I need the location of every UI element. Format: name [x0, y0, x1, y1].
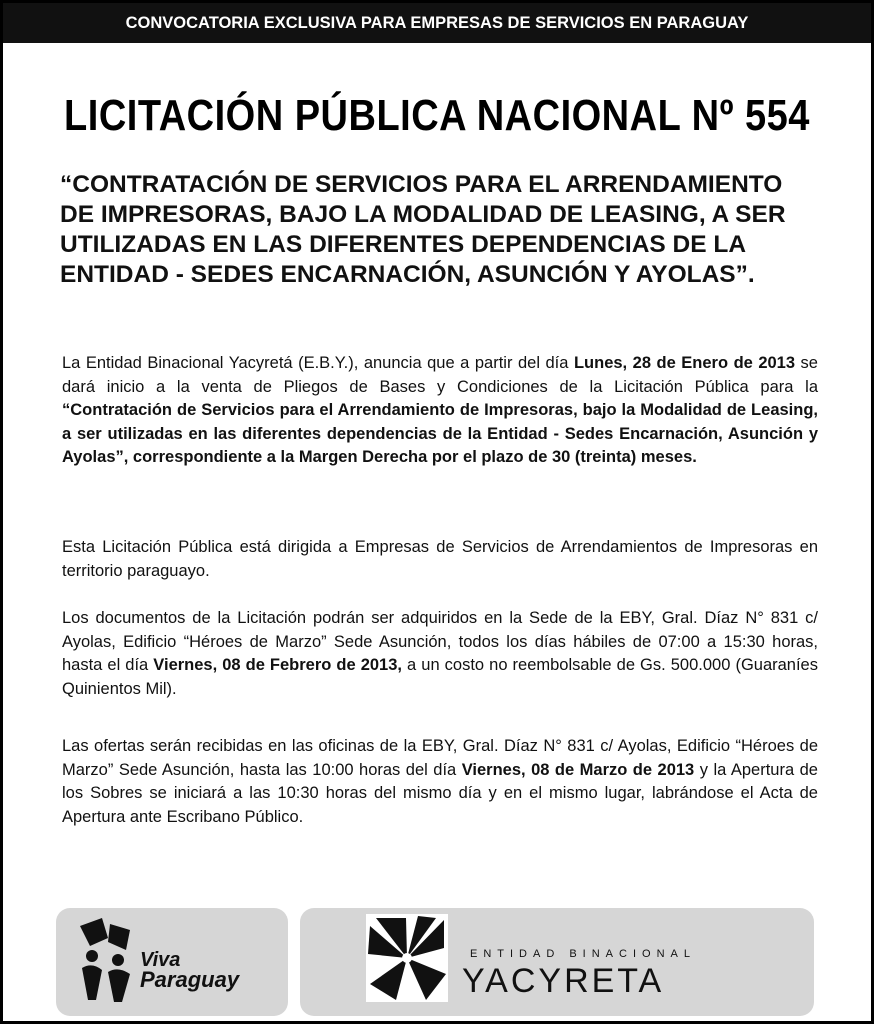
paragraph-documents	[62, 607, 818, 701]
paragraph-bold-date: Viernes, 08 de Marzo de 2013	[461, 760, 695, 779]
paragraph-text: Los documentos de la Licitación podrán ser adquiridos en la Sede de la EBY, Gral. Díaz N° 831 c/ Ayolas, Edificio “Héroes de Marzo” Sede Asunción, todos los días hábiles de 07:00 a 15:30 horas, hasta el día	[62, 609, 818, 674]
viva-paraguay-logo-icon	[72, 916, 142, 1006]
paragraph-bold-date: Lunes, 28 de Enero de 2013	[573, 354, 796, 372]
viva-paraguay-logo	[140, 950, 239, 990]
paragraph-target: Esta Licitación Pública está dirigida a Empresas de Servicios de Arrendamientos de Impresoras en territorio paraguayo.	[62, 538, 818, 580]
paragraph-bold-date: Viernes, 08 de Febrero de 2013,	[153, 656, 402, 674]
paragraph-text: se dará inicio a la venta de Pliegos de Bases y Condiciones de la Licitación Pública para la	[62, 354, 818, 396]
paragraph-announcement	[62, 352, 818, 470]
banner: CONVOCATORIA EXCLUSIVA PARA EMPRESAS DE SERVICIOS EN PARAGUAY	[3, 3, 871, 43]
page-title: LICITACIÓN PÚBLICA NACIONAL Nº 554	[64, 92, 810, 141]
paragraph-bold-title: “Contratación de Servicios para el Arrendamiento de Impresoras, bajo la Modalidad de Leasing, a ser utilizadas en las diferentes dependencias de la Entidad - Sedes Encarnación, Asunción y Ayolas”, correspondiente a la Margen Derecha por el plazo de 30 (treinta) meses.	[62, 401, 818, 466]
paragraph-text: Las ofertas serán recibidas en las oficinas de la EBY, Gral. Díaz N° 831 c/ Ayolas, Edificio “Héroes de Marzo” Sede Asunción, hasta las 10:00 horas del día	[62, 737, 818, 779]
yacyreta-wordmark: YACYRETA	[462, 962, 665, 1000]
paragraph-offers	[62, 735, 818, 829]
page-subtitle: “CONTRATACIÓN DE SERVICIOS PARA EL ARRENDAMIENTO DE IMPRESORAS, BAJO LA MODALIDAD DE LEASING, A SER UTILIZADAS EN LAS DIFERENTES DEPENDENCIAS DE LA ENTIDAD - SEDES ENCARNACIÓN, ASUNCIÓN Y AYOLAS”.	[60, 171, 786, 288]
yacyreta-spiral-logo-icon	[366, 914, 448, 1002]
paragraph-text: La Entidad Binacional Yacyretá (E.B.Y.), anuncia que a partir del día	[62, 354, 574, 372]
paraguay-text: Paraguay	[140, 967, 240, 992]
yacyreta-subtitle: ENTIDAD BINACIONAL	[470, 948, 696, 960]
paragraph-text: y la Apertura de los Sobres se iniciará a las 10:30 horas del mismo día y en el mismo lugar, labrándose el Acta de Apertura ante Escribano Público.	[62, 760, 818, 826]
paragraph-text: a un costo no reembolsable de Gs. 500.000 (Guaraníes Quinientos Mil).	[62, 656, 818, 698]
viva-text: Viva	[140, 949, 181, 971]
